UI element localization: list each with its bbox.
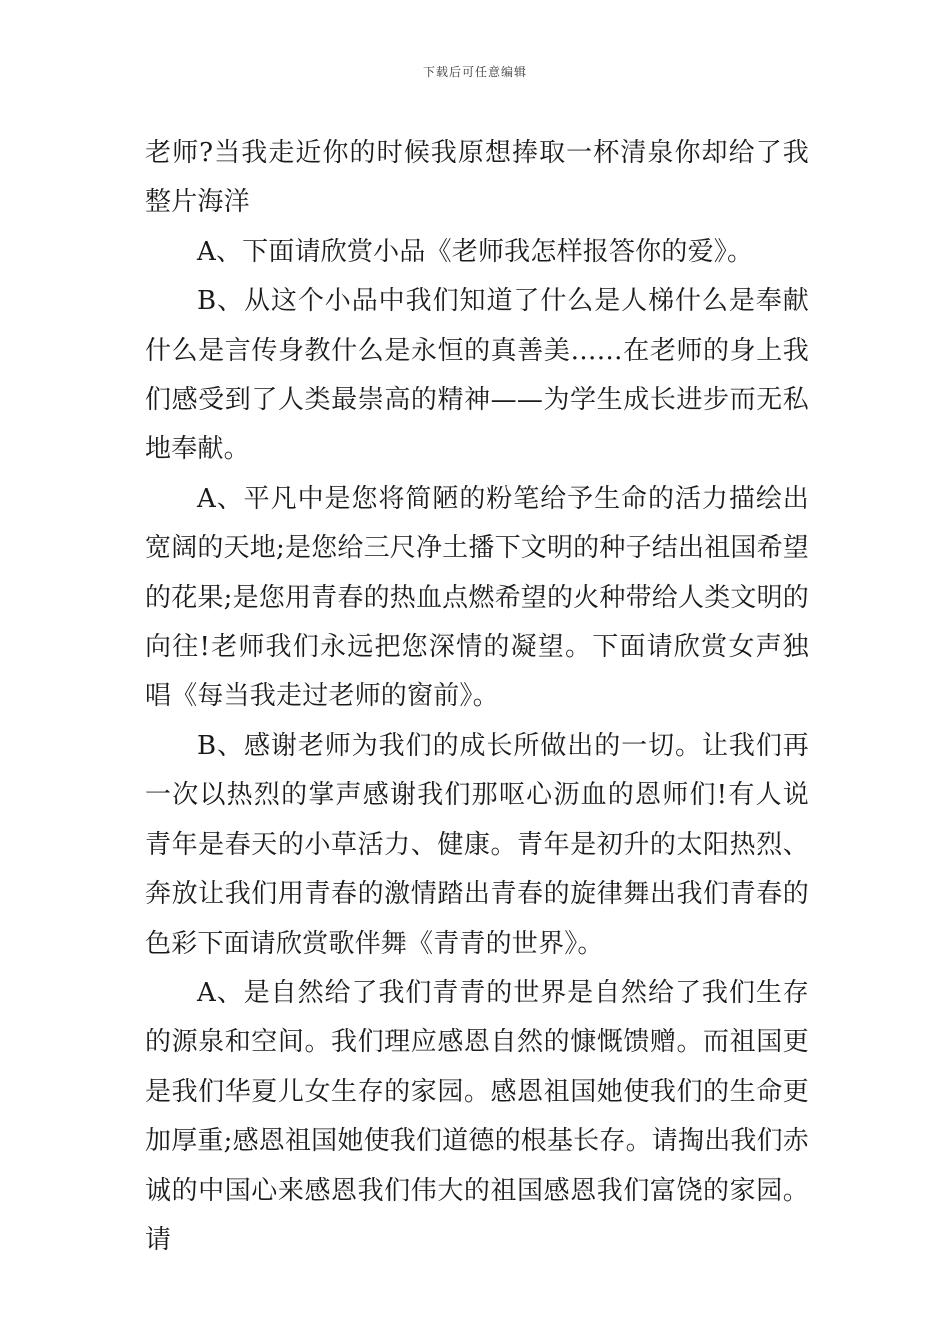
document-body <box>145 129 809 1265</box>
paragraph-2: A、下面请欣赏小品《老师我怎样报答你的爱》。 <box>197 236 754 267</box>
page-header-note: 下载后可任意编辑 <box>422 65 527 79</box>
paragraph-1: 老师?当我走近你的时候我原想捧取一杯清泉你却给了我整片海洋 <box>145 138 809 218</box>
paragraph-3: B、从这个小品中我们知道了什么是人梯什么是奉献什么是言传身教什么是永恒的真善美……在老师的身上我们感受到了人类最崇高的精神——为学生成长进步而无私地奉献。 <box>145 286 809 465</box>
paragraph-5: B、感谢老师为我们的成长所做出的一切。让我们再一次以热烈的掌声感谢我们那呕心沥血的恩师们!有人说青年是春天的小草活力、健康。青年是初升的太阳热烈、奔放让我们用青春的激情踏出青春的旋律舞出我们青春的色彩下面请欣赏歌伴舞《青青的世界》。 <box>145 730 809 959</box>
paragraph-6: A、是自然给了我们青青的世界是自然给了我们生存的源泉和空间。我们理应感恩自然的慷慨馈赠。而祖国更是我们华夏儿女生存的家园。感恩祖国她使我们的生命更加厚重;感恩祖国她使我们道德的根基长存。请掏出我们赤诚的中国心来感恩我们伟大的祖国感恩我们富饶的家园。请 <box>145 977 809 1255</box>
paragraph-4: A、平凡中是您将简陋的粉笔给予生命的活力描绘出宽阔的天地;是您给三尺净土播下文明的种子结出祖国希望的花果;是您用青春的热血点燃希望的火种带给人类文明的向往!老师我们永远把您深情的凝望。下面请欣赏女声独唱《每当我走过老师的窗前》。 <box>145 483 809 712</box>
